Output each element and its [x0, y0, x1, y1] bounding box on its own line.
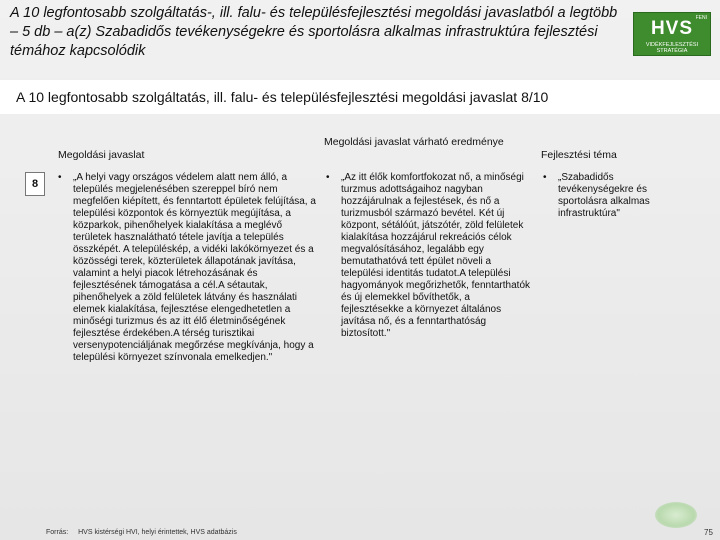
column-header-topic: Fejlesztési téma	[541, 149, 617, 161]
source-text: HVS kistérségi HVI, helyi érintettek, HVS adatbázis	[78, 529, 237, 536]
column-header-result: Megoldási javaslat várható eredménye	[324, 136, 504, 148]
title-band	[0, 80, 720, 114]
result-text: „Az itt élők komfortfokozat nő, a minőségi turzmus adottságaihoz nagyban hozzájárulnak a fejlestések, és nő a turizmusból származó bevétel. Két új központ, sétálóút, játszótér, zöld felületek kialakítása hozzájárul rekreációs célok megvalósításához, legalább egy bemutathatóvá tett épület növeli a települési identitás tudatot.A települési hagyományok megőrizhetők, fenntarthatók és új elemekkel bővíthetők, a fejlesztésekke a környezet általános javítása nő, és a fenntarthatóság biztosított."	[341, 172, 530, 339]
row-number: 8	[25, 172, 45, 196]
column-header-proposal: Megoldási javaslat	[58, 149, 145, 161]
logo-tag: FENI	[695, 15, 707, 21]
logo-text: HVS	[650, 18, 694, 39]
topic-cell	[543, 172, 683, 220]
header-title: A 10 legfontosabb szolgáltatás-, ill. falu- és településfejlesztési megoldási javaslatból a legtöbb – 5 db – a(z) Szabadidős tevékenységekre és sportolásra alkalmas infrastruktúra fejlesztési témához kapcsolódik	[10, 5, 618, 59]
result-cell	[326, 172, 534, 340]
proposal-text: „A helyi vagy országos védelem alatt nem álló, a település megjelenésében szereppel bíró nem megfelően kiépített, és fenntartott épületek felújítása, a települési központok és környeztük megújítása, a közparkok, pihenőhelyek kialakítása a meglévő területek hasznalátható tétele javítja a település összképét. A településkép, a vidéki lakókörnyezet és a közösségi terek, közterületek állapotának javítása, valamint a helyi piacok létrehozásának és fejlesztésének támogatása a cél.A sétautak, pihenőhelyek a zöld felületek látvány és használati elemek kialakítása, fejlesztése elengedhetetlen a minőségi turizmus és az itt élő életminőségének fejlesztése érdekében.A térség turisztikai versenypotenciáljának megőrzése megkívánja, hogy a települési környezet színvonala emelkedjen."	[73, 172, 316, 363]
bullet-icon: •	[326, 172, 330, 183]
bullet-icon: •	[543, 172, 547, 183]
hvs-logo	[633, 12, 711, 56]
footer-source	[46, 529, 237, 536]
proposal-cell	[58, 172, 322, 364]
page-number: 75	[704, 528, 713, 537]
globe-icon	[655, 502, 697, 528]
band-title: A 10 legfontosabb szolgáltatás, ill. falu- és településfejlesztési megoldási javaslat 8/10	[16, 89, 549, 105]
source-label: Forrás:	[46, 529, 69, 536]
bullet-icon: •	[58, 172, 62, 183]
logo-subtitle: VIDÉKFEJLESZTÉSI STRATÉGIA	[645, 42, 699, 54]
topic-text: „Szabadidős tevékenységekre és sportolásra alkalmas infrastruktúra"	[558, 172, 650, 219]
